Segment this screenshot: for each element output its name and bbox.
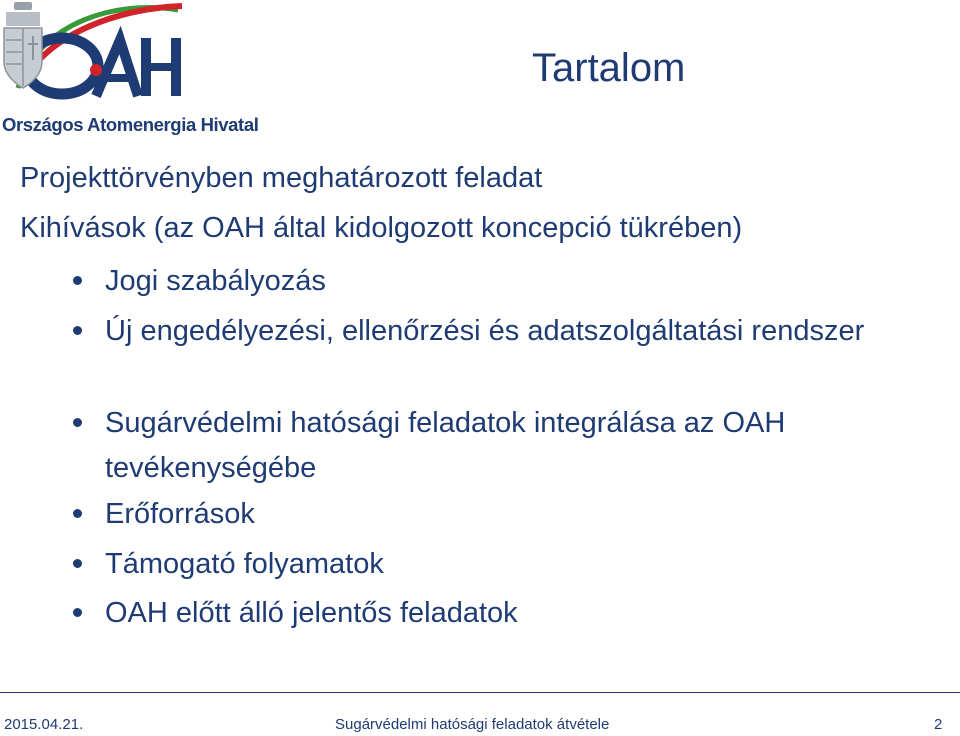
bullet-icon bbox=[73, 559, 82, 568]
list-item-text: Új engedélyezési, ellenőrzési és adatszolgáltatási rendszer bbox=[105, 315, 865, 347]
text-line-2: Kihívások (az OAH által kidolgozott koncepció tükrében) bbox=[20, 212, 743, 244]
bullet-icon bbox=[73, 509, 82, 518]
list-item-text: Erőforrások bbox=[105, 498, 255, 530]
list-item bbox=[105, 259, 925, 304]
footer-subject: Sugárvédelmi hatósági feladatok átvétele bbox=[335, 716, 610, 733]
list-item-text: OAH előtt álló jelentős feladatok bbox=[105, 597, 518, 629]
oah-logo bbox=[0, 0, 260, 140]
list-item bbox=[105, 591, 925, 636]
footer-divider bbox=[0, 692, 960, 693]
list-item bbox=[105, 542, 925, 587]
list-item-text: Sugárvédelmi hatósági feladatok integrálása az OAH tevékenységébe bbox=[105, 407, 786, 484]
bullet-icon bbox=[73, 608, 82, 617]
coat-of-arms-icon bbox=[0, 0, 46, 90]
page-number: 2 bbox=[934, 716, 943, 733]
text-line-1: Projekttörvényben meghatározott feladat bbox=[20, 162, 543, 194]
list-item bbox=[105, 401, 925, 491]
footer-date: 2015.04.21. bbox=[4, 716, 84, 733]
list-item bbox=[105, 492, 925, 537]
slide-title: Tartalom bbox=[532, 46, 686, 90]
bullet-icon bbox=[73, 276, 82, 285]
list-item bbox=[105, 309, 925, 354]
list-item-text: Támogató folyamatok bbox=[105, 548, 384, 580]
bullet-icon bbox=[73, 418, 82, 427]
logo-caption: Országos Atomenergia Hivatal bbox=[2, 114, 259, 135]
list-item-text: Jogi szabályozás bbox=[105, 265, 326, 297]
bullet-icon bbox=[73, 326, 82, 335]
